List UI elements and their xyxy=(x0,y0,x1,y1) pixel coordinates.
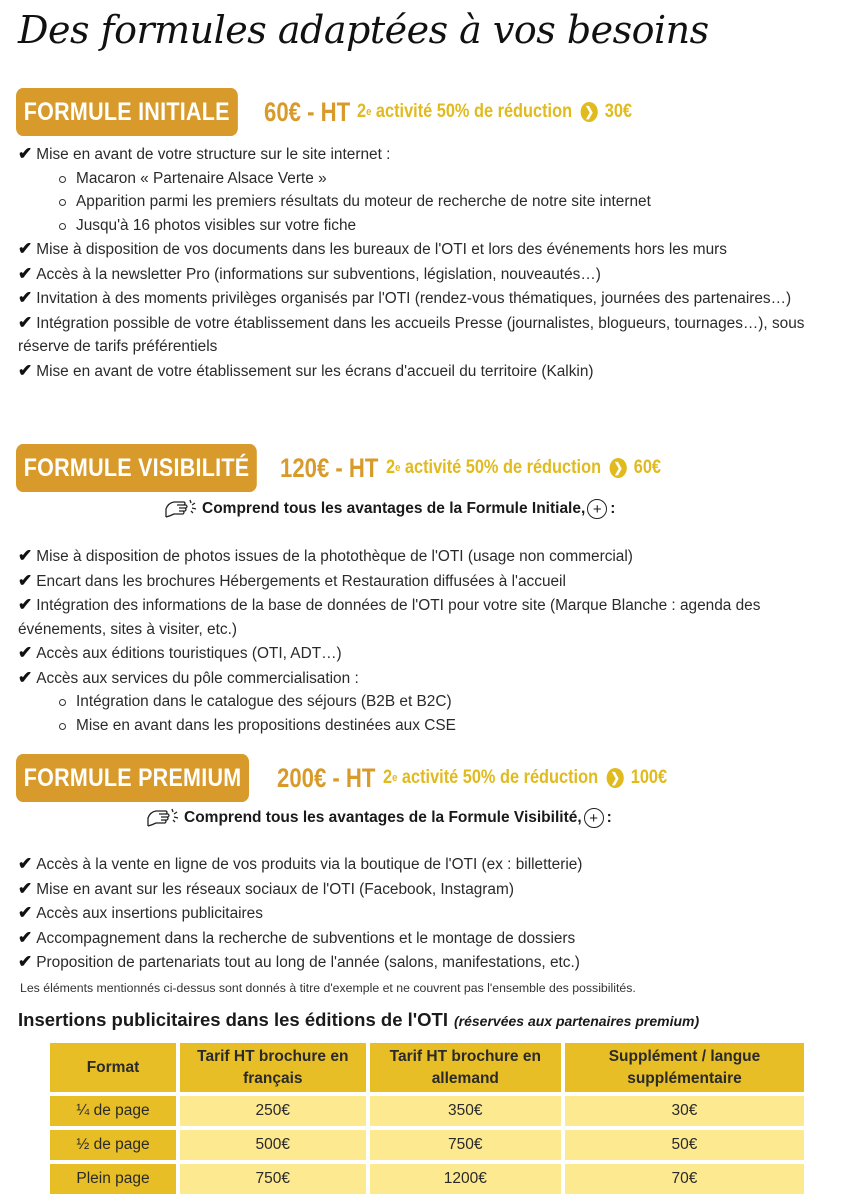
benefit-text: Accès à la newsletter Pro (informations sur subventions, législation, nouveautés…) xyxy=(36,265,601,283)
includes-colon: : xyxy=(610,500,616,517)
benefit-item xyxy=(18,877,818,902)
includes-text: Comprend tous les avantages de la Formule Initiale, xyxy=(202,500,586,517)
check-icon: ✔ xyxy=(18,854,33,873)
table-row xyxy=(50,1164,804,1194)
offer-price: 100€ xyxy=(630,767,668,788)
formula-premium-benefits xyxy=(18,852,818,975)
table-row xyxy=(50,1096,804,1126)
benefit-item xyxy=(18,901,818,926)
check-icon: ✔ xyxy=(18,312,33,332)
disclaimer: Les éléments mentionnés ci-dessus sont donnés à titre d'exemple et ne couvrent pas l'ensemble des possibilités. xyxy=(20,981,636,995)
check-icon: ✔ xyxy=(18,288,33,307)
check-icon: ✔ xyxy=(18,546,33,565)
insertions-note: (réservées aux partenaires premium) xyxy=(454,1013,700,1029)
second-activity-offer xyxy=(386,457,661,479)
benefit-item xyxy=(18,852,818,877)
benefit-text: Accès aux éditions touristiques (OTI, ADT…) xyxy=(36,645,342,662)
benefit-item xyxy=(18,142,818,237)
check-icon: ✔ xyxy=(18,144,33,163)
benefit-item xyxy=(18,286,818,311)
second-activity-offer xyxy=(383,767,667,789)
benefit-text: Mise à disposition de vos documents dans les bureaux de l'OTI et lors des événements hors les murs xyxy=(36,241,727,258)
plus-circle-icon: + xyxy=(584,808,604,828)
offer-sup: e xyxy=(365,106,371,118)
insertions-pricing-table xyxy=(46,1039,808,1198)
includes-colon: : xyxy=(606,809,612,826)
insertions-title xyxy=(18,1009,699,1031)
sub-item: Macaron « Partenaire Alsace Verte » xyxy=(76,167,818,191)
benefit-item xyxy=(18,641,818,666)
price-cell: 250€ xyxy=(180,1096,366,1126)
insertions-heading: Insertions publicitaires dans les éditions de l'OTI xyxy=(18,1009,448,1030)
formula-initiale-benefits xyxy=(18,142,818,383)
format-cell: ¼ de page xyxy=(50,1096,176,1126)
formula-badge: FORMULE PREMIUM xyxy=(16,754,249,802)
offer-text: activité 50% de réduction xyxy=(405,457,602,478)
check-icon: ✔ xyxy=(18,595,33,614)
benefit-item xyxy=(18,569,818,594)
price-cell: 750€ xyxy=(370,1130,561,1160)
benefit-text: Proposition de partenariats tout au long de l'année (salons, manifestations, etc.) xyxy=(36,954,580,971)
price-cell: 750€ xyxy=(180,1164,366,1194)
check-icon: ✔ xyxy=(18,903,33,922)
sub-item: Intégration dans le catalogue des séjours (B2B et B2C) xyxy=(76,690,818,714)
formula-premium-header xyxy=(16,754,714,802)
formula-price: 200€ - HT xyxy=(277,762,376,793)
benefit-item xyxy=(18,593,818,641)
formula-visibilite-benefits xyxy=(18,544,818,737)
check-icon: ✔ xyxy=(18,360,33,380)
plus-circle-icon: + xyxy=(587,499,607,519)
benefit-item xyxy=(18,311,818,359)
formula-price: 120€ - HT xyxy=(280,452,379,483)
pointing-hand-icon xyxy=(146,806,180,830)
offer-sup: e xyxy=(392,772,398,784)
format-cell: Plein page xyxy=(50,1164,176,1194)
formula-initiale-header xyxy=(16,88,676,136)
benefit-text: Mise à disposition de photos issues de la photothèque de l'OTI (usage non commercial) xyxy=(36,548,633,565)
page-title: Des formules adaptées à vos besoins xyxy=(18,8,709,52)
formula-badge: FORMULE INITIALE xyxy=(16,88,237,136)
benefit-text: Mise en avant sur les réseaux sociaux de l'OTI (Facebook, Instagram) xyxy=(36,880,514,898)
table-header-row xyxy=(50,1043,804,1092)
pointing-hand-icon xyxy=(164,497,198,521)
benefit-text: Accès à la vente en ligne de vos produits via la boutique de l'OTI (ex : billetterie) xyxy=(36,856,583,873)
column-header-german: Tarif HT brochure en allemand xyxy=(370,1043,561,1092)
price-cell: 350€ xyxy=(370,1096,561,1126)
benefit-text: Accès aux insertions publicitaires xyxy=(36,905,263,922)
check-icon: ✔ xyxy=(18,927,33,947)
check-icon: ✔ xyxy=(18,570,33,590)
benefit-text: Invitation à des moments privilèges organisés par l'OTI (rendez-vous thématiques, journées des partenaires…) xyxy=(36,290,792,307)
check-icon: ✔ xyxy=(18,263,33,283)
column-header-supplement: Supplément / langue supplémentaire xyxy=(565,1043,804,1092)
includes-previous-formula xyxy=(146,806,612,830)
includes-previous-formula xyxy=(164,497,615,521)
benefit-item xyxy=(18,926,818,951)
price-cell: 50€ xyxy=(565,1130,804,1160)
price-cell: 500€ xyxy=(180,1130,366,1160)
benefit-text: Encart dans les brochures Hébergements et Restauration diffusées à l'accueil xyxy=(36,572,566,590)
check-icon: ✔ xyxy=(18,667,33,687)
benefit-text: Accompagnement dans la recherche de subventions et le montage de dossiers xyxy=(36,929,576,947)
benefit-item xyxy=(18,950,818,975)
benefit-item xyxy=(18,237,818,262)
column-header-format: Format xyxy=(50,1043,176,1092)
check-icon: ✔ xyxy=(18,643,33,662)
second-activity-offer xyxy=(357,101,632,123)
offer-sup: e xyxy=(395,462,401,474)
price-cell: 30€ xyxy=(565,1096,804,1126)
formula-visibilite-header xyxy=(16,444,706,492)
offer-text: activité 50% de réduction xyxy=(375,101,572,122)
chevron-right-circle-icon: ❯ xyxy=(580,102,597,122)
offer-prefix: 2 xyxy=(386,457,396,478)
price-cell: 1200€ xyxy=(370,1164,561,1194)
table-row xyxy=(50,1130,804,1160)
offer-prefix: 2 xyxy=(356,101,366,122)
check-icon: ✔ xyxy=(18,878,33,898)
benefit-item xyxy=(18,666,818,738)
includes-text: Comprend tous les avantages de la Formule Visibilité, xyxy=(184,809,582,826)
benefit-text: Intégration des informations de la base de données de l'OTI pour votre site (Marque Blanche : agenda des événements, sites à visiter, etc.) xyxy=(18,597,761,638)
price-cell: 70€ xyxy=(565,1164,804,1194)
offer-price: 60€ xyxy=(634,457,662,478)
benefit-text: Mise en avant de votre structure sur le site internet : xyxy=(36,146,391,163)
check-icon: ✔ xyxy=(18,952,33,971)
check-icon: ✔ xyxy=(18,239,33,258)
benefit-item xyxy=(18,262,818,287)
offer-prefix: 2 xyxy=(383,767,393,788)
sub-item: Jusqu'à 16 photos visibles sur votre fiche xyxy=(76,214,818,238)
benefit-item xyxy=(18,359,818,384)
format-cell: ½ de page xyxy=(50,1130,176,1160)
sub-item: Mise en avant dans les propositions destinées aux CSE xyxy=(76,714,818,738)
chevron-right-circle-icon: ❯ xyxy=(607,768,624,788)
benefit-text: Mise en avant de votre établissement sur les écrans d'accueil du territoire (Kalkin) xyxy=(36,362,594,380)
formula-badge: FORMULE VISIBILITÉ xyxy=(16,444,257,492)
sub-item: Apparition parmi les premiers résultats du moteur de recherche de notre site internet xyxy=(76,190,818,214)
offer-text: activité 50% de réduction xyxy=(402,767,599,788)
benefit-text: Intégration possible de votre établissement dans les accueils Presse (journalistes, blogueurs, tournages…), sous réserve de tarifs préférentiels xyxy=(18,314,805,355)
benefit-text: Accès aux services du pôle commercialisation : xyxy=(36,669,359,687)
formula-price: 60€ - HT xyxy=(263,96,350,127)
column-header-french: Tarif HT brochure en français xyxy=(180,1043,366,1092)
benefit-item xyxy=(18,544,818,569)
offer-price: 30€ xyxy=(604,101,632,122)
chevron-right-circle-icon: ❯ xyxy=(610,458,627,478)
